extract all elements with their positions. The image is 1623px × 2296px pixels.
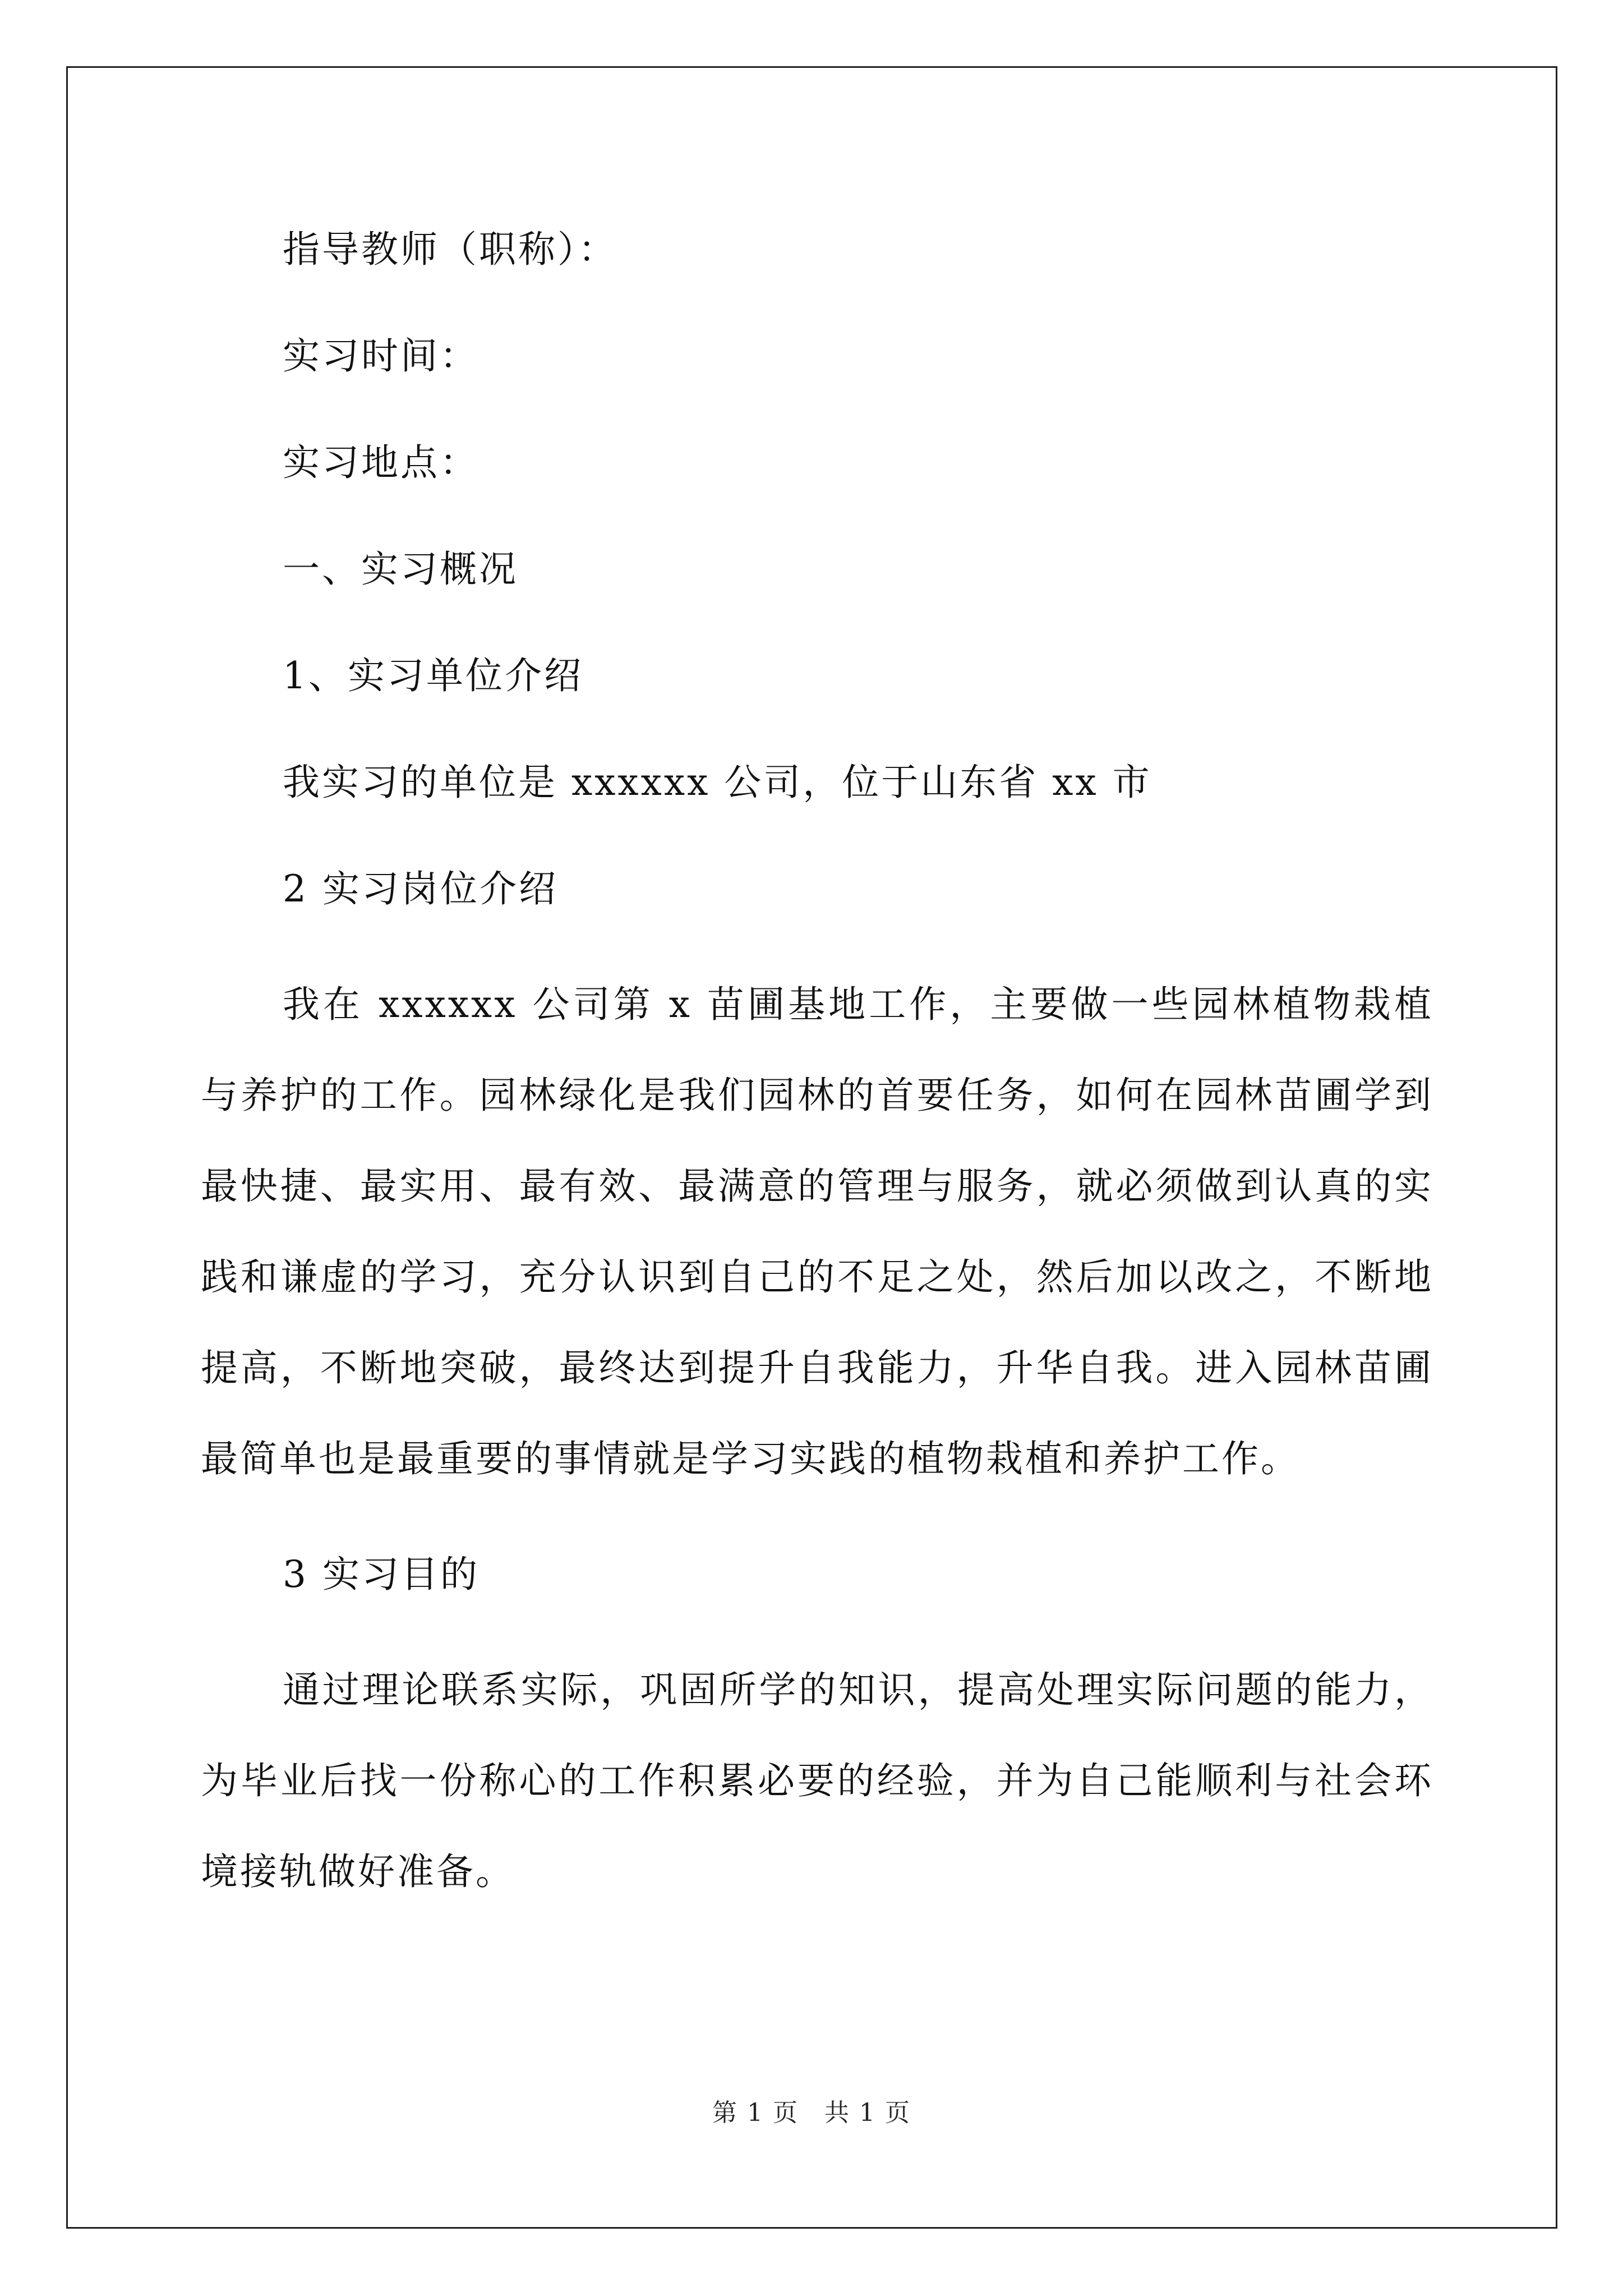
subheading-unit-intro: 1、实习单位介绍 — [283, 654, 583, 697]
subheading-goal: 3 实习目的 — [283, 1553, 479, 1596]
internship-location-label: 实习地点： — [283, 441, 479, 484]
page-number-footer: 第 1 页 共 1 页 — [712, 2099, 911, 2127]
section-heading-overview: 一、实习概况 — [283, 547, 518, 591]
advisor-title-label: 指导教师（职称）： — [283, 228, 617, 271]
subheading-post-intro: 2 实习岗位介绍 — [283, 867, 558, 910]
unit-intro-text: 我实习的单位是 xxxxxx 公司，位于山东省 xx 市 — [283, 761, 1152, 804]
post-intro-paragraph: 我在 xxxxxx 公司第 x 苗圃基地工作，主要做一些园林植物栽植与养护的工作。园林绿化是我们园林的首要任务，如何在园林苗圃学到最快捷、最实用、最有效、最满意的管理与服务，就必须做到认真的实践和谦虚的学习，充分认识到自己的不足之处，然后加以改之，不断地提高，不断地突破，最终达到提升自我能力，升华自我。进入园林苗圃最简单也是最重要的事情就是学习实践的植物栽植和养护工作。 — [201, 983, 1433, 1480]
goal-paragraph: 通过理论联系实际，巩固所学的知识，提高处理实际问题的能力，为毕业后找一份称心的工作积累必要的经验，并为自己能顺利与社会环境接轨做好准备。 — [201, 1668, 1433, 1893]
internship-time-label: 实习时间： — [283, 334, 479, 378]
document-body — [201, 213, 1433, 1951]
